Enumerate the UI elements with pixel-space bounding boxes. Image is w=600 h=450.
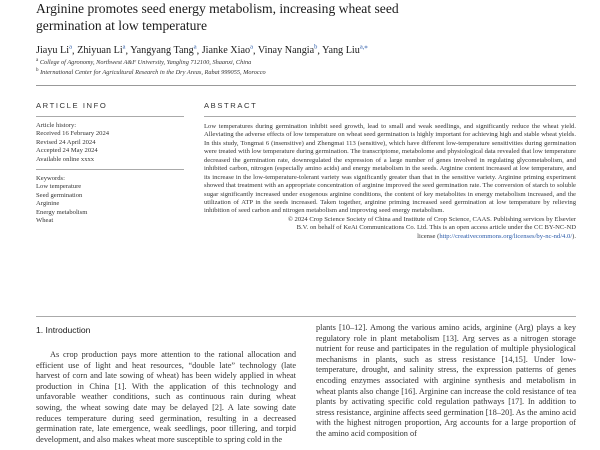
affiliation: $^a$ College of Agronomy, Northwest A&F University, Yangling 712100, Shaanxi, China: [36, 58, 252, 67]
history-received: Received 16 February 2024: [36, 130, 110, 138]
affiliations: [36, 57, 576, 77]
article-history: [36, 117, 184, 169]
body-paragraph: plants [10–12]. Among the various amino acids, arginine (Arg) plays a key regulatory role in plant metabolism [13]. Arg serves as a nitrogen storage nutrient for reuse and participates in the regulation of multiple physiological mechanisms in plants, such as stress resistance [14,15]. Under low-temperature, drought, and salinity stress, the expression patterns of genes encoding enzymes associated with arginine synthesis and metabolism in wheat plants also change [16]. Arginine can increase the cold resistance of tea plants by activating specific cold regulation pathways [17]. In addition to stress resistance, arginine affects seed germination [18–20]. As the amino acid with the highest nitrogen proportion, Arg accounts for a large proportion of the amino acid composition of: [316, 323, 576, 438]
title-line-2: germination at low temperature: [36, 18, 207, 33]
author-list: Jiayu Li$^a$, Zhiyuan Li$^a$, Yangyang Tang$^a$, Jianke Xiao$^a$, Vinay Nangia$^b$, Yang Liu$^{a,⁎}$: [36, 44, 368, 57]
article-info-column: [36, 116, 184, 230]
article-info-heading: ARTICLE INFO: [36, 101, 108, 110]
keyword: Arginine: [36, 200, 60, 208]
paper-title: [36, 0, 576, 34]
abstract-text: Low temperatures during germination inhibit seed growth, lead to small and weak seedlings, and significantly reduce the wheat yield. Alleviating the adverse effects of low temperature on wheat seed germination is highly important for achieving high and stable wheat yields. In this study, Tongmai 6 (insensitive) and Zhengmai 113 (sensitive), which have different low-temperature sensitivities during germination were treated with low temperature during germination. The transcriptome, metabolome and physiological data revealed that low temperature decreased the germination rate, downregulated the expression of a large number of genes involved in regulating glycometabolism, and inhibited carbon, nitrogen (especially amino acids) and energy metabolism in the seeds. Arginine content increased at low temperature, and its increase in the low-temperature-tolerant variety was significantly greater than that in the sensitive variety. Arginine priming experiment showed that treatment with an appropriate concentration of arginine improved the seed germination rate. The conversion of starch to soluble sugar significantly increased under exogenous arginine conditions, the content of key metabolites in energy metabolism increased, and the utilization of ATP in the seeds increased. Taken together, arginine priming increased seed germination at low temperature by relieving inhibition of seed carbon and nitrogen metabolism and improving seed energy metabolism.: [204, 123, 576, 215]
keywords-label: Keywords:: [36, 175, 65, 183]
body-column-left: [36, 350, 296, 445]
body-paragraph: As crop production pays more attention to the rational allocation and efficient use of light and heat resources, “double late” technology (late harvest of corn and late sowing of wheat) has been widely applied in wheat production in China [1]. With the application of this technology and unfavorable weather conditions, such as continuous rain during wheat sowing, the wheat sowing date may be delayed [2]. A late sowing date reduces temperature during seed germination, resulting in a decreased germination rate, late emergence, weak seedlings, poor tillering, and torpid development, and also makes wheat more susceptible to spring cold in the: [36, 350, 296, 444]
section-heading-introduction: 1. Introduction: [36, 325, 91, 335]
affiliation: $^b$ International Center for Agricultural Research in the Dry Areas, Rabat 999055, Morocco: [36, 68, 266, 77]
keyword: Low temperature: [36, 183, 82, 191]
abstract-divider: [36, 316, 576, 317]
history-accepted: Accepted 24 May 2024: [36, 147, 98, 155]
history-label: Article history:: [36, 122, 77, 129]
author[interactable]: Jianke Xiao$^a$: [201, 44, 253, 57]
abstract-heading: ABSTRACT: [204, 101, 258, 110]
author[interactable]: Vinay Nangia$^b$: [257, 44, 318, 57]
title-line-1: Arginine promotes seed energy metabolism, increasing wheat seed: [36, 1, 399, 16]
keyword: Seed germination: [36, 191, 83, 199]
author[interactable]: Zhiyuan Li$^a$: [77, 44, 126, 57]
author[interactable]: Yangyang Tang$^a$: [130, 44, 197, 57]
author[interactable]: Jiayu Li$^a$: [36, 44, 72, 57]
keyword: Energy metabolism: [36, 208, 88, 216]
copyright-notice: © 2024 Crop Science Society of China and Institute of Crop Science, CAAS. Publishing services by Elsevier B.V. on behalf of KeAi Communications Co. Ltd. This is an open access article under the CC BY-NC-ND license (http://creativecommons.org/licenses/by-nc-nd/4.0/).: [287, 215, 576, 240]
history-online: Available online xxxx: [36, 155, 95, 163]
header-divider: [36, 85, 576, 86]
history-revised: Revised 24 April 2024: [36, 138, 96, 146]
license-link[interactable]: http://creativecommons.org/licenses/by-nc-nd/4.0/: [439, 232, 573, 240]
keywords: [36, 170, 184, 230]
abstract-body: [204, 116, 576, 241]
keyword: Wheat: [36, 217, 54, 225]
author[interactable]: Yang Liu$^{a,⁎}$: [322, 44, 368, 57]
body-column-right: [316, 323, 576, 440]
